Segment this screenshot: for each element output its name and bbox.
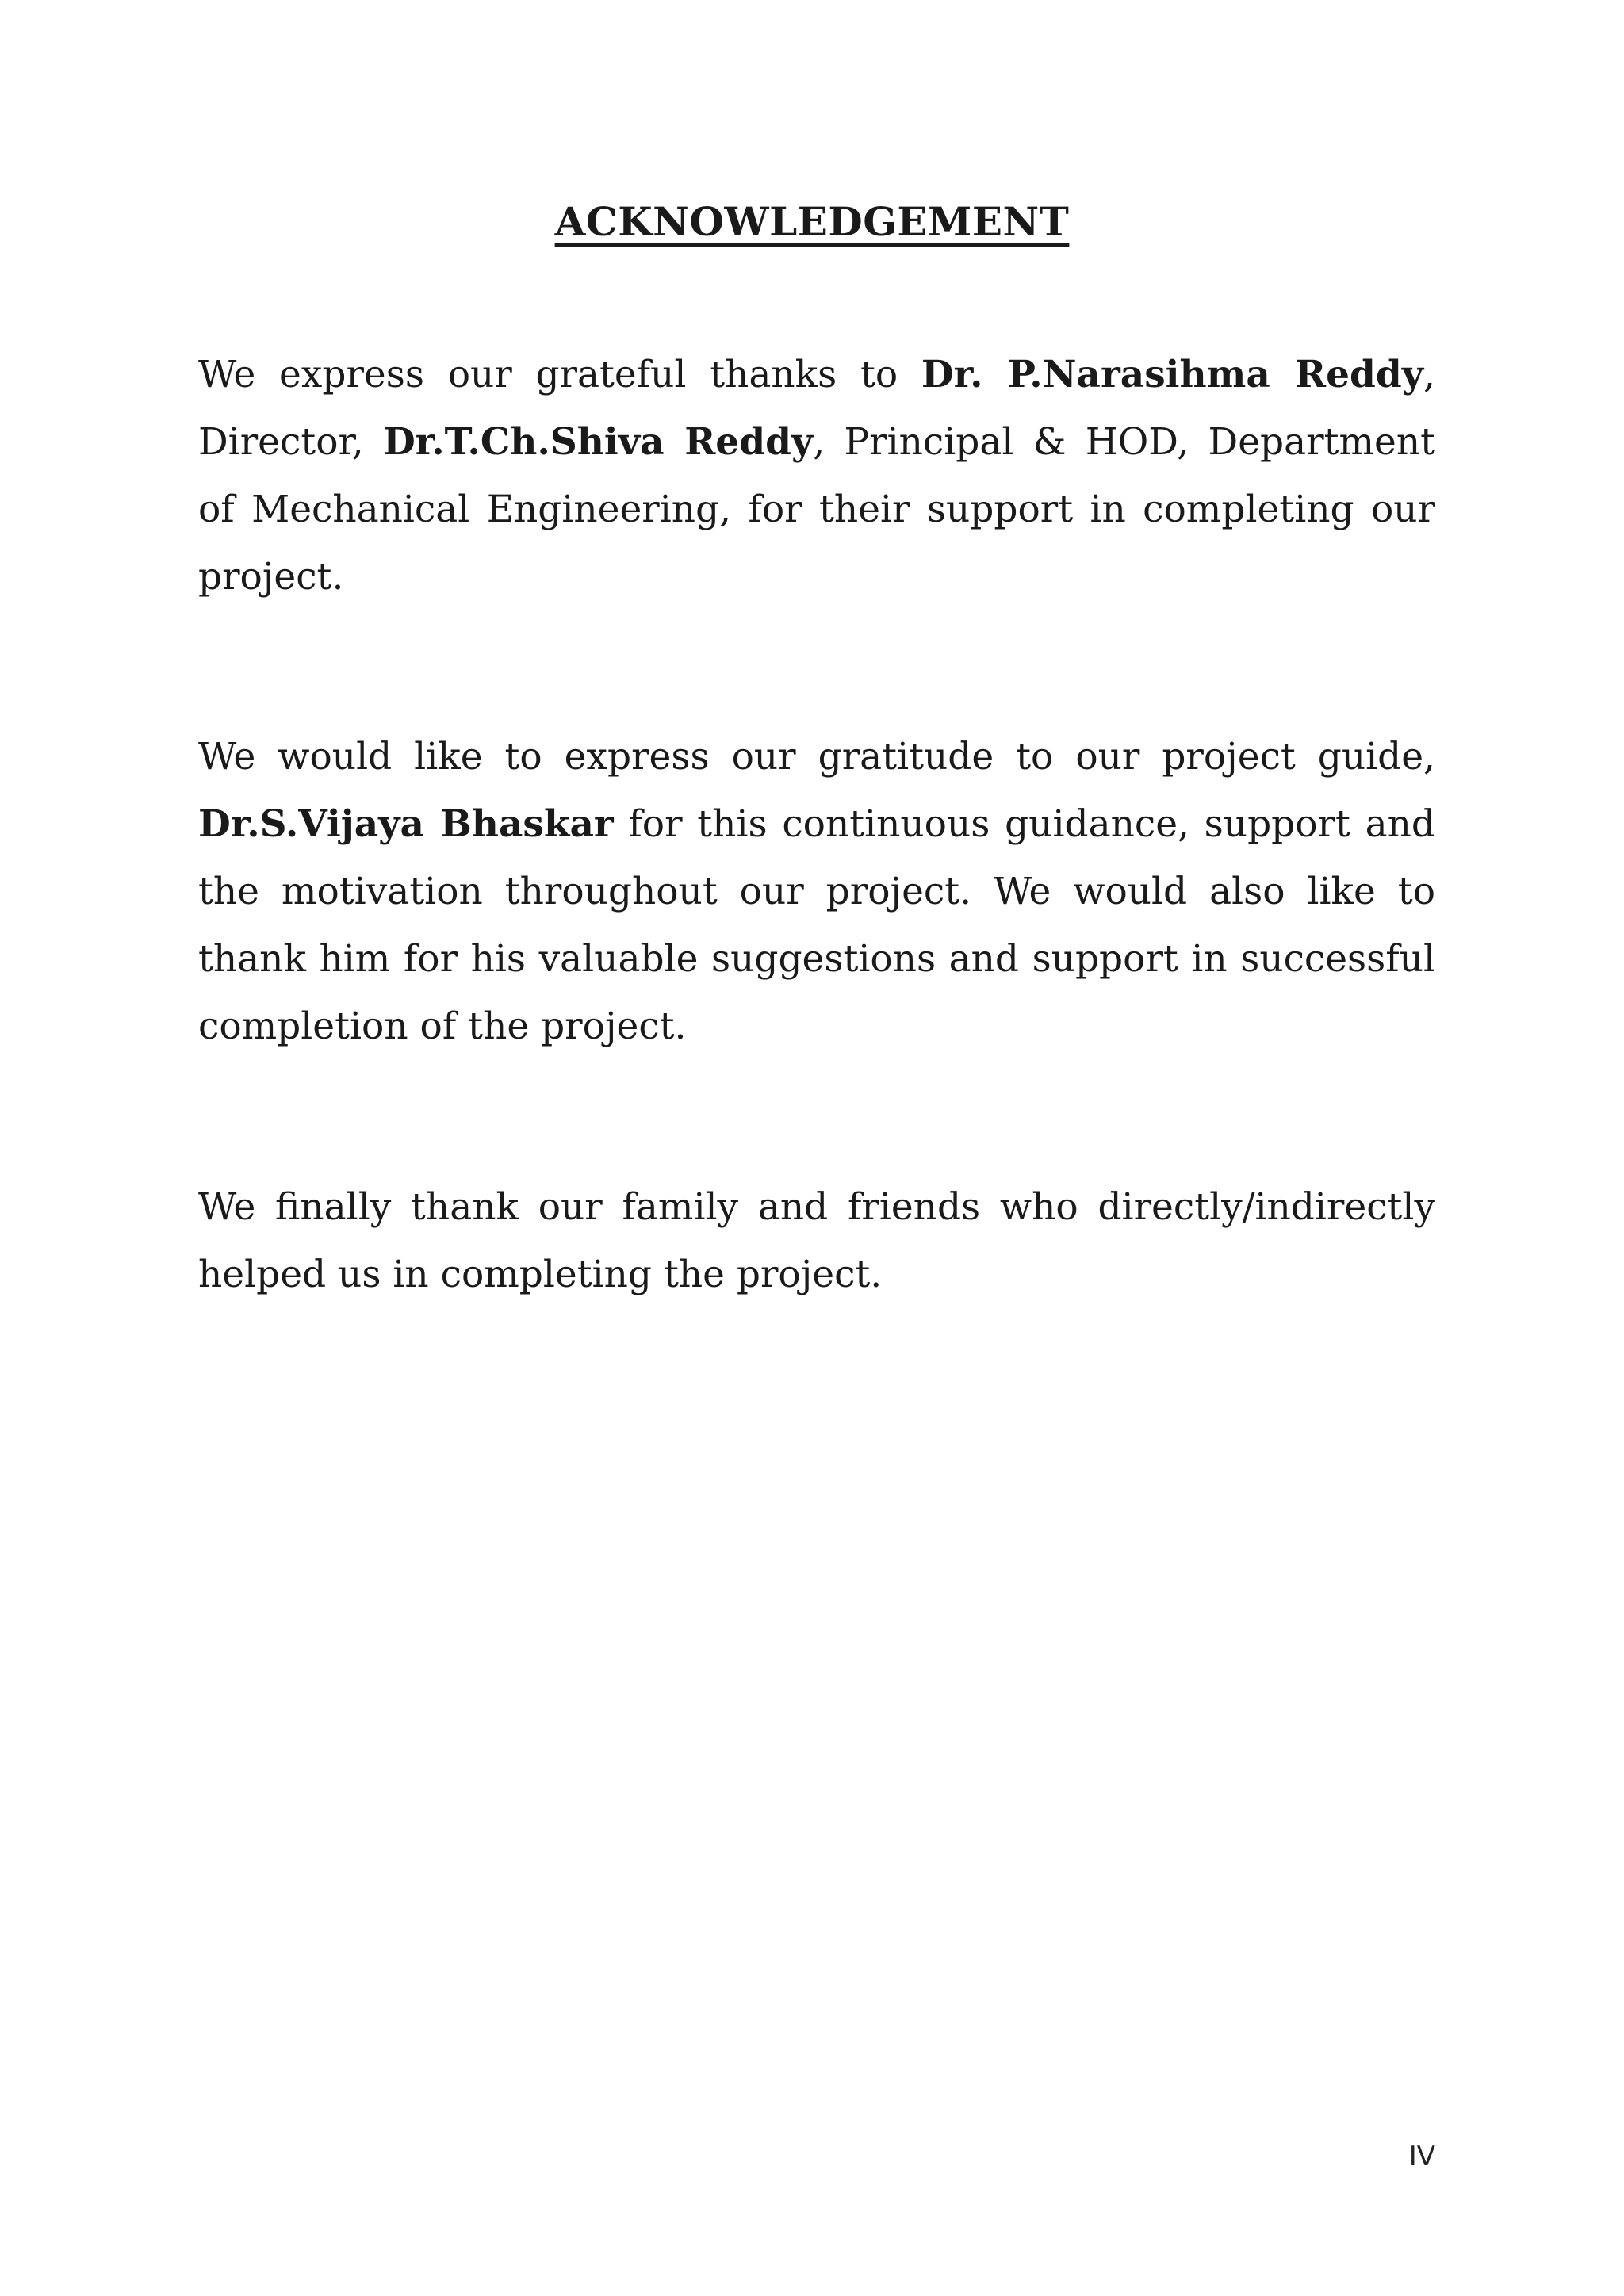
page-number: IV <box>1408 2141 1435 2172</box>
paragraph-text: for this continuous guidance, support and the motivation throughout our project. We would also like to thank him for his valuable suggestions and support in successful completion of the project. <box>198 802 1436 1048</box>
paragraph-text: , Principal & HOD, Department of Mechanical Engineering, for their support in completing our project. <box>198 420 1436 599</box>
paragraph-text: We would like to express our gratitude to our project guide, <box>198 735 1435 779</box>
acknowledgement-paragraph-3 <box>198 1173 1435 1308</box>
name-project-guide: Dr.S.Vijaya Bhaskar <box>198 802 614 846</box>
paragraph-text: We express our grateful thanks to <box>198 353 921 396</box>
page-title: ACKNOWLEDGEMENT <box>554 198 1070 245</box>
name-principal: Dr.T.Ch.Shiva Reddy <box>383 420 814 464</box>
paragraph-text: , Director, <box>198 353 1435 464</box>
acknowledgement-paragraph-1 <box>198 341 1435 610</box>
acknowledgement-paragraph-2 <box>198 723 1435 1060</box>
paragraph-text: We finally thank our family and friends who directly/indirectly helped us in completing the project. <box>198 1185 1435 1296</box>
name-director: Dr. P.Narasihma Reddy <box>921 353 1424 396</box>
